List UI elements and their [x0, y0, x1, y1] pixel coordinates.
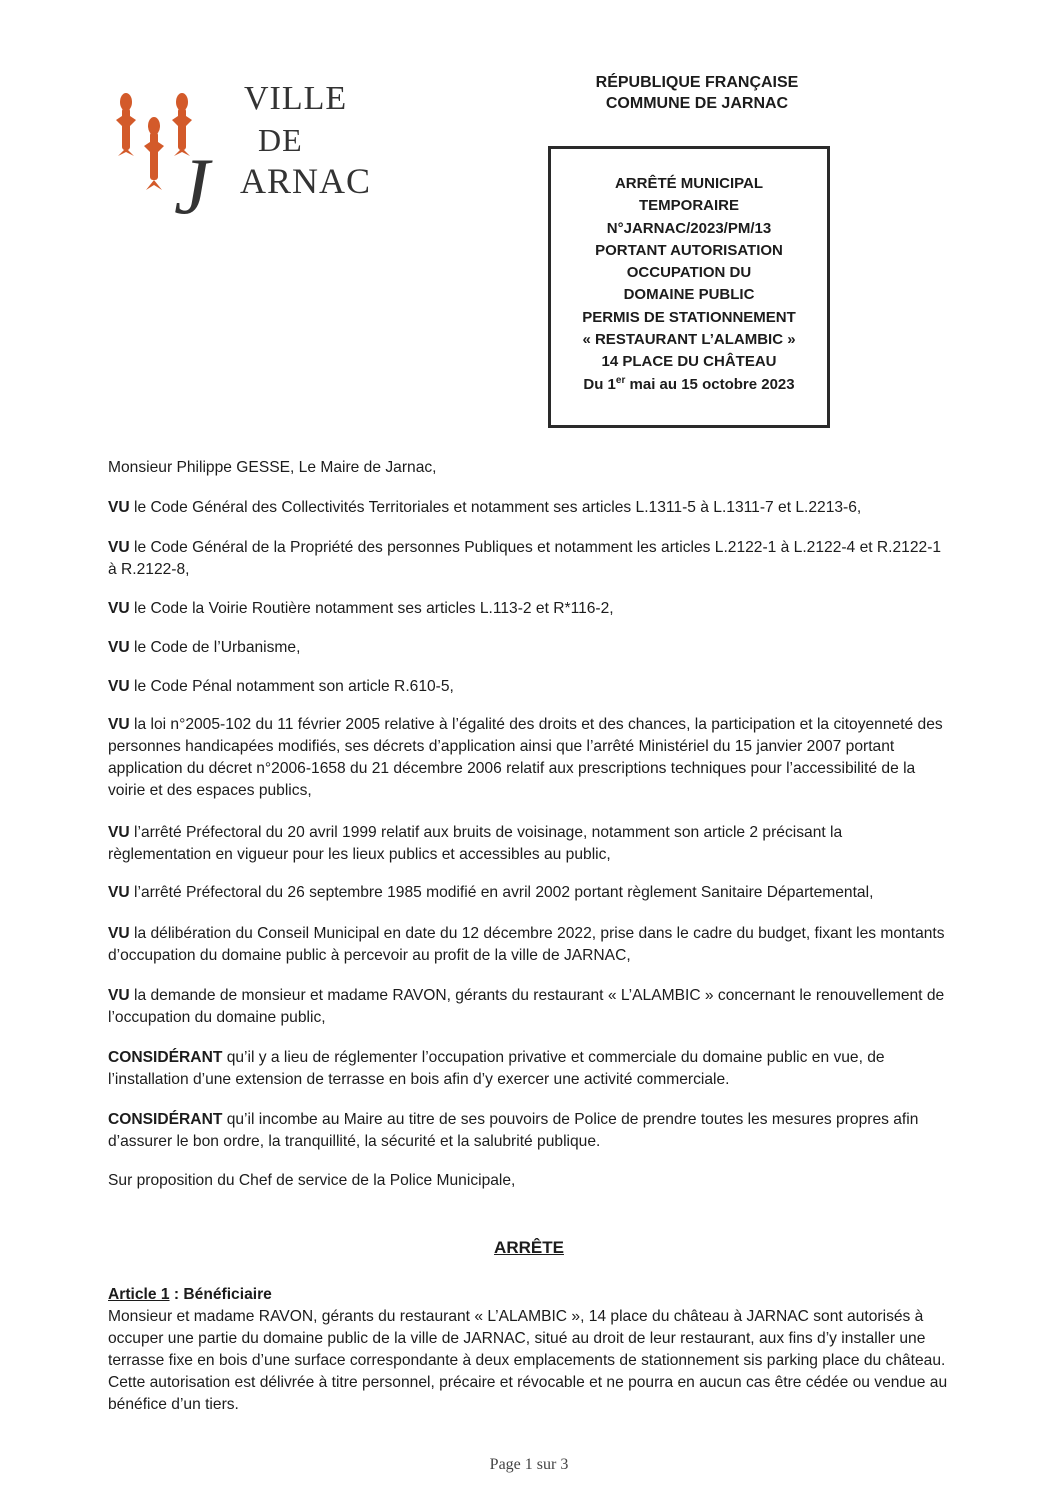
considering-paragraph: CONSIDÉRANT qu’il y a lieu de réglementer l’occupation privative et commerciale du domaine public en vue, de l’installation d’une extension de terrasse en bois afin d’y exercer une activité commerciale.	[108, 1049, 885, 1088]
republic-line: RÉPUBLIQUE FRANÇAISE	[595, 74, 799, 91]
city-logo	[112, 80, 392, 230]
decree-title-box	[548, 146, 830, 428]
decree-line: OCCUPATION DU	[626, 264, 752, 282]
proposal-line: Sur proposition du Chef de service de la Police Municipale,	[108, 1172, 516, 1189]
logo-word-arnac: ARNAC	[240, 161, 372, 201]
arrete-heading: ARRÊTE	[494, 1238, 564, 1257]
decree-date-line: Du 1er mai au 15 octobre 2023	[583, 374, 795, 393]
logo-initial-j: J	[174, 143, 211, 231]
decree-line: DOMAINE PUBLIC	[623, 286, 755, 304]
decree-line: TEMPORAIRE	[638, 197, 739, 215]
vu-paragraph: VU la loi n°2005-102 du 11 février 2005 relative à l’égalité des droits et des chances, la participation et la citoyenneté des personnes handicapées modifiés, ses décrets d’application ainsi que l’arrêté Ministériel du 15 janvier 2007 portant application du décret n°2006-1658 du 21 décembre 2006 relatif aux prescriptions techniques pour l’accessibilité de la voirie et des espaces publics,	[108, 716, 943, 799]
vu-paragraph: VU la demande de monsieur et madame RAVON, gérants du restaurant « L’ALAMBIC » concernant le renouvellement de l’occupation du domaine public,	[108, 987, 945, 1026]
vu-paragraph: VU l’arrêté Préfectoral du 20 avril 1999 relatif aux bruits de voisinage, notamment son article 2 précisant la règlementation en vigueur pour les lieux publics et accessibles au public,	[108, 824, 843, 863]
mayor-line: Monsieur Philippe GESSE, Le Maire de Jarnac,	[108, 459, 437, 476]
vu-paragraph: VU le Code la Voirie Routière notamment ses articles L.113-2 et R*116-2,	[108, 600, 614, 617]
vu-paragraph: VU le Code de l’Urbanisme,	[108, 639, 301, 656]
decree-line: « RESTAURANT L’ALAMBIC »	[582, 331, 796, 349]
republic-header	[560, 72, 834, 114]
vu-paragraph: VU le Code Général des Collectivités Territoriales et notamment ses articles L.1311-5 à L.1311-7 et L.2213-6,	[108, 499, 862, 516]
decree-line: N°JARNAC/2023/PM/13	[606, 219, 772, 237]
vu-paragraph: VU le Code Général de la Propriété des personnes Publiques et notamment les articles L.2122-1 à L.2122-4 et R.2122-1 à R.2122-8,	[108, 539, 942, 578]
article-1	[108, 1284, 948, 1416]
logo-word-de: DE	[258, 122, 303, 158]
decree-line: ARRÊTÉ MUNICIPAL	[614, 175, 764, 192]
decree-line: 14 PLACE DU CHÂTEAU	[601, 353, 777, 371]
considering-paragraph: CONSIDÉRANT qu’il incombe au Maire au titre de ses pouvoirs de Police de prendre toutes les mesures propres afin d’assurer le bon ordre, la tranquillité, la sécurité et la salubrité publique.	[108, 1111, 919, 1150]
article-1-heading: Article 1 : Bénéficiaire	[108, 1286, 272, 1303]
vu-paragraph: VU la délibération du Conseil Municipal en date du 12 décembre 2022, prise dans le cadre du budget, fixant les montants d’occupation du domaine public à percevoir au profit de la ville de JARNAC,	[108, 925, 945, 964]
decree-line: PORTANT AUTORISATION	[595, 241, 783, 259]
article-1-text: Monsieur et madame RAVON, gérants du restaurant « L’ALAMBIC », 14 place du château à JARNAC sont autorisés à occuper une partie du domaine public de la ville de JARNAC, situé au droit de leur restaurant, aux fins d’y installer une terrasse fixe en bois d’une surface correspondante à deux emplacements de stationnement sis parking place du château. Cette autorisation est délivrée à titre personnel, précaire et révocable et ne pourra en aucun cas être cédée ou vendue au bénéfice d’un tiers.	[108, 1308, 948, 1413]
page-number: Page 1 sur 3	[489, 1456, 569, 1473]
vu-paragraph: VU le Code Pénal notamment son article R.610-5,	[108, 678, 454, 695]
decree-line: PERMIS DE STATIONNEMENT	[582, 308, 796, 326]
logo-word-ville: VILLE	[244, 80, 348, 117]
commune-line: COMMUNE DE JARNAC	[605, 95, 789, 112]
vu-paragraph: VU l’arrêté Préfectoral du 26 septembre 1985 modifié en avril 2002 portant règlement Sanitaire Départemental,	[108, 884, 874, 901]
